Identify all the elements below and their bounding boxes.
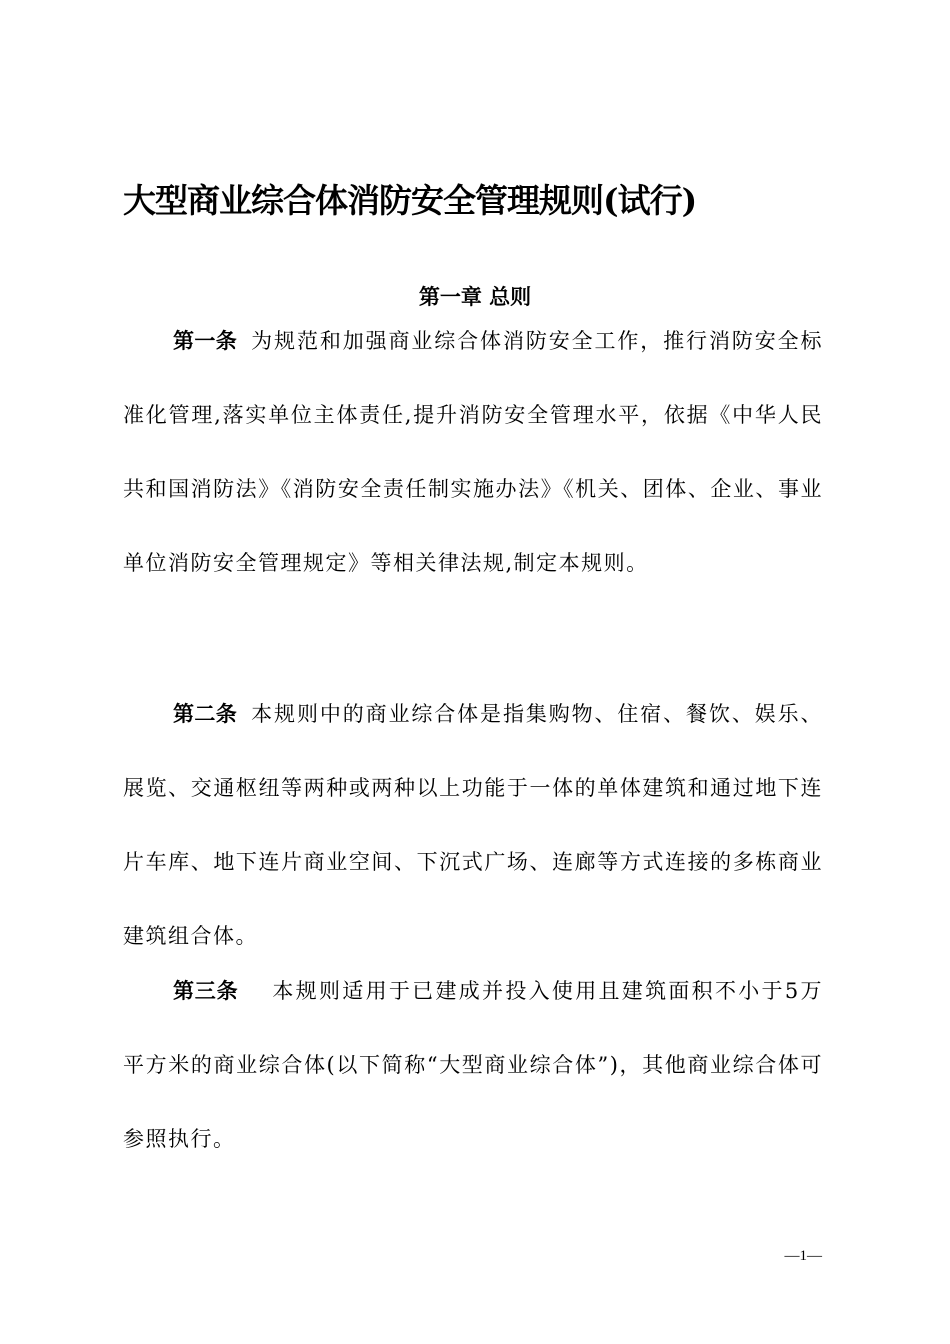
chapter-heading: 第一章 总则 [418,285,532,309]
article-text: 为规范和加强商业综合体消防安全工作，推行消防安全标准化管理,落实单位主体责任,提升消防安全管理水平，依据《中华人民共和国消防法》《消防安全责任制实施办法》《机关、团体、企业、事业单位消防安全管理规定》等相关律法规,制定本规则。 [123,329,824,575]
article-text: 本规则适用于已建成并投入使用且建筑面积不小于5万平方米的商业综合体(以下简称“大型商业综合体”)，其他商业综合体可参照执行。 [123,979,824,1151]
article-paragraph [123,954,823,1176]
page-number: —1— [784,1248,822,1264]
article-label: 第二条 [173,702,238,726]
article-paragraph [123,677,823,973]
article-paragraph [123,304,823,600]
article-label: 第一条 [173,329,238,353]
document-title: 大型商业综合体消防安全管理规则(试行) [123,181,697,220]
article-text: 本规则中的商业综合体是指集购物、住宿、餐饮、娱乐、展览、交通枢纽等两种或两种以上功能于一体的单体建筑和通过地下连片车库、地下连片商业空间、下沉式广场、连廊等方式连接的多栋商业建筑组合体。 [123,702,824,948]
article-label: 第三条 [173,979,239,1003]
